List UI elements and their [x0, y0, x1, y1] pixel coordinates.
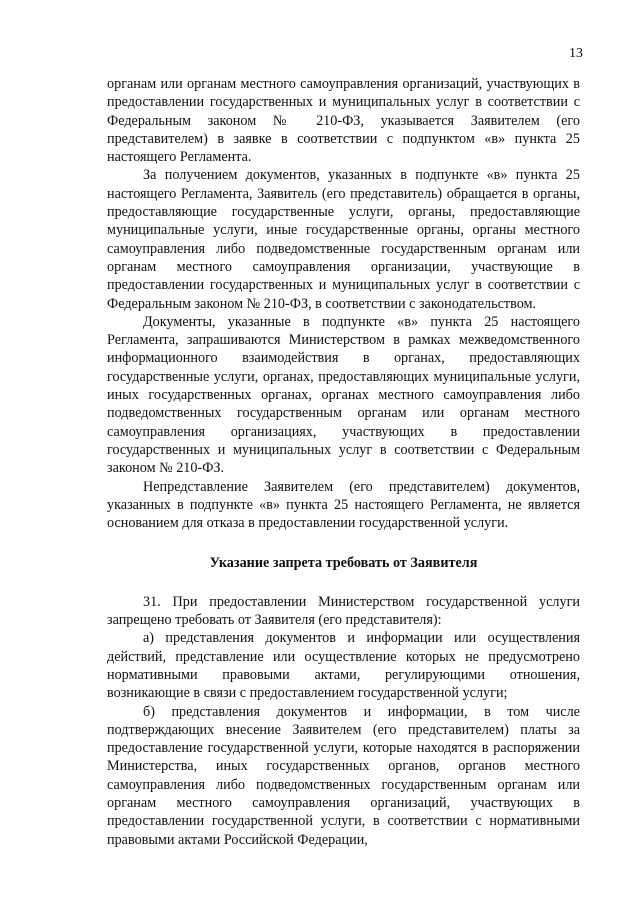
paragraph-continuation: органам или органам местного самоуправления организаций, участвующих в предоставлении государственных и муниципальных услуг в соответствии с Федеральным законом № 210-ФЗ, указывается Заявителем (его представителем) в заявке в соответствии с подпунктом «в» пункта 25 настоящего Регламента.	[107, 76, 580, 166]
paragraph-interagency-request: Документы, указанные в подпункте «в» пункта 25 настоящего Регламента, запрашиваются Министерством в рамках межведомственного информационного взаимодействия в органах, предоставляющих государственные услуги, органах, предоставляющих муниципальные услуги, иных государственных органах, органах местного самоуправления либо подведомственных государственным органам или органам местного самоуправления организациях, участвующих в предоставлении государственных и муниципальных услуг в соответствии с Федеральным законом № 210-ФЗ.	[107, 313, 580, 477]
document-body	[107, 75, 580, 849]
paragraph-subitem-a: а) представления документов и информации или осуществления действий, представление или осуществление которых не предусмотрено нормативными правовыми актами, регулирующими отношения, возникающие в связи с предоставлением государственной услуги;	[107, 630, 580, 702]
paragraph-subitem-b: б) представления документов и информации, в том числе подтверждающих внесение Заявителем (его представителем) платы за предоставление государственной услуги, которые находятся в распоряжении Министерства, иных государственных органов, органов местного самоуправления либо подведомственных государственным органам или органам местного самоуправления организаций, участвующих в предоставлении государственной услуги, в соответствии с нормативными правовыми актами Российской Федерации,	[107, 703, 580, 848]
paragraph-non-submission: Непредставление Заявителем (его представителем) документов, указанных в подпункте «в» пункта 25 настоящего Регламента, не является основанием для отказа в предоставлении государственной услуги.	[107, 478, 580, 532]
paragraph-obtaining-documents: За получением документов, указанных в подпункте «в» пункта 25 настоящего Регламента, Заявитель (его представитель) обращается в органы, предоставляющие государственные услуги, органы, предоставляющие муниципальные услуги, иные государственные органы, органы местного самоуправления либо подведомственные государственным органам или органам местного самоуправления организации, участвующие в предоставлении государственных и муниципальных услуг в соответствии с Федеральным законом № 210-ФЗ, в соответствии с законодательством.	[107, 167, 580, 312]
paragraph-item-31: 31. При предоставлении Министерством государственной услуги запрещено требовать от Заявителя (его представителя):	[107, 593, 580, 629]
page-number: 13	[569, 46, 583, 61]
section-heading: Указание запрета требовать от Заявителя	[209, 555, 478, 572]
